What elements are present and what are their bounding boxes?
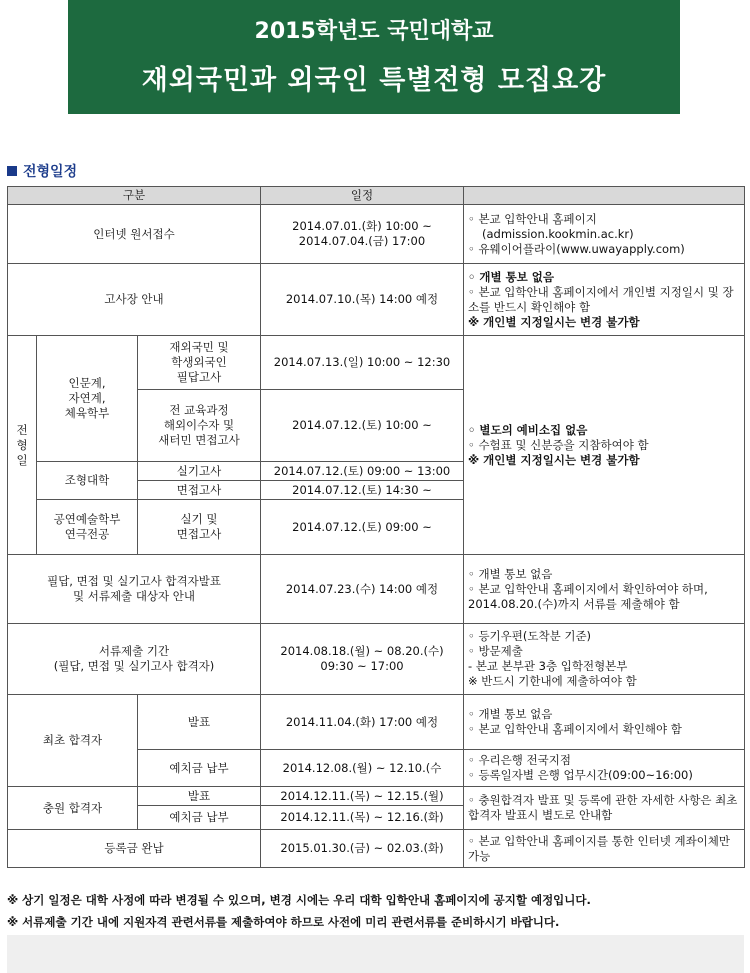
note-line: (admission.kookmin.ac.kr): [482, 226, 634, 241]
note-line: ◦ 방문제출: [468, 644, 523, 658]
notes-internet: [464, 205, 745, 264]
note-line: ◦ 등록일자별 은행 업무시간(09:00~16:00): [468, 768, 693, 782]
note-line: ◦ 본교 입학안내 홈페이지: [468, 211, 597, 226]
row-label-internet: 인터넷 원서접수: [8, 205, 261, 264]
notes-announce: [464, 555, 745, 624]
note-line: ※ 반드시 기한내에 제출하여야 함: [468, 674, 637, 688]
additional-pass-sub1-label: 발표: [138, 787, 261, 806]
sub1-label: 재외국민 및 학생외국인 필답고사: [138, 336, 261, 390]
additional-pass-sub2-label: 예치금 납부: [138, 806, 261, 830]
date-announce: 2014.07.23.(수) 14:00 예정: [261, 555, 464, 624]
note-line: ◦ 본교 입학안내 홈페이지에서 개인별 지정일시 및 장소를 반드시 확인해야 함: [468, 284, 734, 314]
square-bullet-icon: [7, 166, 17, 176]
section-heading: [7, 161, 77, 181]
date-internet: [261, 205, 464, 264]
note-line: ◦ 우리은행 전국지점: [468, 753, 571, 767]
note-line: ◦ 유웨이어플라이(www.uwayapply.com): [468, 241, 685, 256]
design-group: 조형대학: [37, 462, 138, 500]
schedule-table: [7, 186, 745, 868]
note-line: ◦ 본교 입학안내 홈페이지에서 확인해야 함: [468, 722, 682, 736]
note-line: ◦ 수험표 및 신분증을 지참하여야 함: [468, 437, 649, 452]
note-line: ◦ 본교 입학안내 홈페이지를 통한 인터넷 계좌이체만 가능: [468, 833, 731, 863]
arts-group: 공연예술학부 연극전공: [37, 500, 138, 555]
date-first-pass-sub1: 2014.11.04.(화) 17:00 예정: [261, 695, 464, 750]
design-sub1-label: 실기고사: [138, 462, 261, 481]
section-title: 전형일정: [23, 164, 78, 180]
note-line: ※ 개인별 지정일시는 변경 불가함: [468, 314, 640, 329]
footnote-1: ※ 상기 일정은 대학 사정에 따라 변경될 수 있으며, 변경 시에는 우리 대학 입학안내 홈페이지에 공지할 예정입니다.: [7, 893, 591, 907]
note-line: ◦ 개별 통보 없음: [468, 269, 555, 284]
table-row: [8, 695, 745, 750]
row-label-first-pass: 최초 합격자: [8, 695, 138, 787]
note-line: ◦ 개별 통보 없음: [468, 566, 553, 581]
date-documents: [261, 624, 464, 695]
note-line: ◦ 개별 통보 없음: [468, 707, 553, 721]
date-additional-pass-sub1: 2014.12.11.(목) ~ 12.15.(월): [261, 787, 464, 806]
date-line: 2014.07.01.(화) 10:00 ~: [292, 219, 432, 233]
label-line: 서류제출 기간: [98, 644, 170, 658]
note-line: - 본교 본부관 3층 입학전형본부: [468, 659, 628, 673]
table-row: [8, 787, 745, 806]
design-sub2-label: 면접고사: [138, 481, 261, 500]
table-row: [8, 555, 745, 624]
date-design-sub2: 2014.07.12.(토) 14:30 ~: [261, 481, 464, 500]
date-first-pass-sub2: 2014.12.08.(월) ~ 12.10.(수: [261, 750, 464, 787]
note-line: ◦ 본교 입학안내 홈페이지에서 확인하여야 하며, 2014.08.20.(수)까지 서류를 제출해야 함: [468, 581, 708, 611]
date-line: 09:30 ~ 17:00: [320, 659, 404, 673]
row-label-tuition: 등록금 완납: [8, 830, 261, 868]
header-schedule: 일정: [261, 187, 464, 205]
note-line: ◦ 별도의 예비소집 없음: [468, 422, 588, 437]
header-notes: [464, 187, 745, 205]
table-header-row: [8, 187, 745, 205]
label-line: (필답, 면접 및 실기고사 합격자): [53, 659, 215, 673]
bottom-panel: [7, 935, 744, 973]
note-line: ◦ 등기우편(도착분 기준): [468, 629, 592, 643]
footnote-2: ※ 서류제출 기간 내에 지원자격 관련서류를 제출하여야 하므로 사전에 미리 관련서류를 준비하시기 바랍니다.: [7, 915, 560, 929]
table-row: [8, 624, 745, 695]
table-row: [8, 336, 745, 390]
row-label-exam-site: 고사장 안내: [8, 264, 261, 336]
arts-sub-label: 실기 및 면접고사: [138, 500, 261, 555]
title-banner: [68, 0, 680, 114]
row-label-announce: [8, 555, 261, 624]
exam-day-label: 전 형 일: [8, 336, 37, 555]
note-line: ◦ 충원합격자 발표 및 등록에 관한 자세한 사항은 최초합격자 발표시 별도로 안내함: [468, 793, 738, 822]
footnotes: [7, 889, 747, 933]
notes-first-pass-sub2: [464, 750, 745, 787]
label-line: 필답, 면접 및 실기고사 합격자발표: [47, 574, 221, 588]
row-label-additional-pass: 충원 합격자: [8, 787, 138, 830]
notes-additional-pass: [464, 787, 745, 830]
header-category: 구분: [8, 187, 261, 205]
date-design-sub1: 2014.07.12.(토) 09:00 ~ 13:00: [261, 462, 464, 481]
date-arts: 2014.07.12.(토) 09:00 ~: [261, 500, 464, 555]
date-sub2: 2014.07.12.(토) 10:00 ~: [261, 390, 464, 462]
table-row: [8, 830, 745, 868]
date-additional-pass-sub2: 2014.12.11.(목) ~ 12.16.(화): [261, 806, 464, 830]
date-line: 2014.08.18.(월) ~ 08.20.(수): [280, 644, 444, 658]
notes-exam-day: [464, 336, 745, 555]
banner-year-title: 2015학년도 국민대학교: [254, 19, 494, 44]
note-line: ※ 개인별 지정일시는 변경 불가함: [468, 452, 640, 467]
table-row: [8, 205, 745, 264]
date-tuition: 2015.01.30.(금) ~ 02.03.(화): [261, 830, 464, 868]
humanities-group: 인문계, 자연계, 체육학부: [37, 336, 138, 462]
table-row: [8, 264, 745, 336]
notes-documents: [464, 624, 745, 695]
notes-first-pass-sub1: [464, 695, 745, 750]
date-sub1: 2014.07.13.(일) 10:00 ~ 12:30: [261, 336, 464, 390]
row-label-documents: [8, 624, 261, 695]
first-pass-sub2-label: 예치금 납부: [138, 750, 261, 787]
banner-main-title: 재외국민과 외국인 특별전형 모집요강: [141, 65, 607, 96]
first-pass-sub1-label: 발표: [138, 695, 261, 750]
date-exam-site: 2014.07.10.(목) 14:00 예정: [261, 264, 464, 336]
notes-exam-site: [464, 264, 745, 336]
notes-tuition: [464, 830, 745, 868]
date-line: 2014.07.04.(금) 17:00: [298, 234, 426, 248]
label-line: 및 서류제출 대상자 안내: [72, 589, 196, 603]
sub2-label: 전 교육과정 해외이수자 및 새터민 면접고사: [138, 390, 261, 462]
